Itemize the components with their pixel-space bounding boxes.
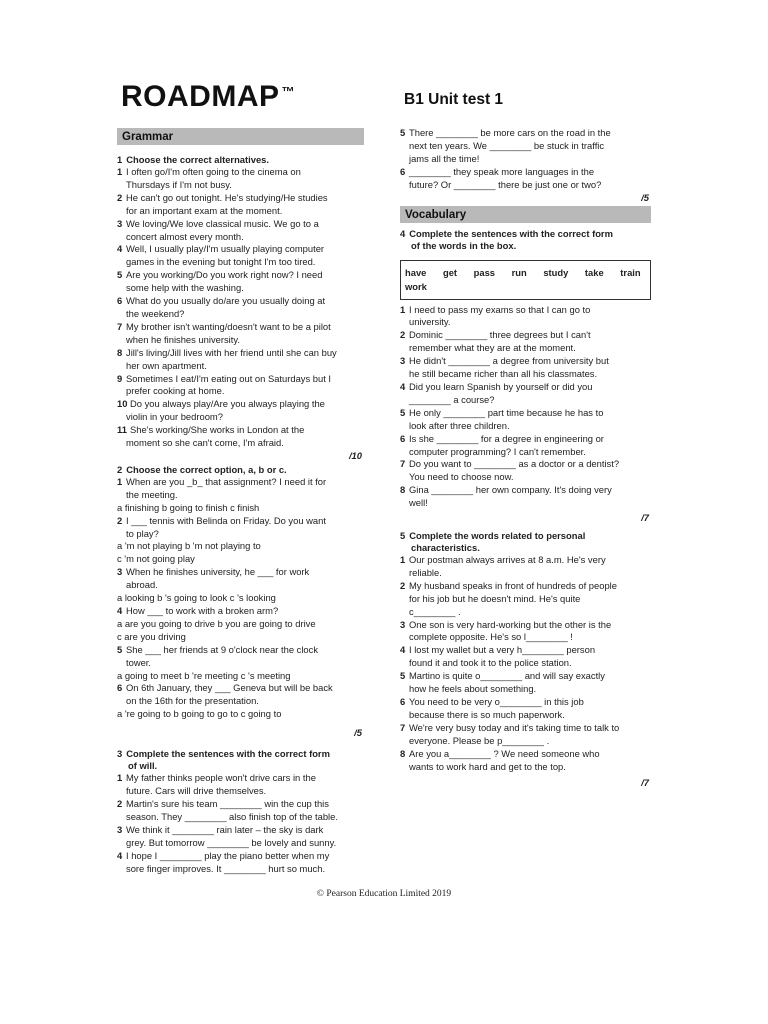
list-item: 3 One son is very hard-working but the other is the complete opposite. He's so l________ ! [400, 618, 612, 643]
list-item: 6 On 6th January, they ___ Geneva but will be back on the 16th for the presentation. [117, 682, 333, 707]
list-item: 3 He didn't ________ a degree from university but he still became richer than all his classmates. [400, 355, 609, 380]
copyright-footer: © Pearson Education Limited 2019 [316, 889, 452, 899]
list-item: 3 We think it ________ rain later – the sky is dark grey. But tomorrow ________ be lovely and sunny. [117, 823, 337, 848]
exercise-3-list [117, 772, 364, 875]
vocabulary-heading: Vocabulary [400, 206, 651, 223]
list-item: 4 Well, I usually play/I'm usually playing computer games in the evening but tonight I'm too tired. [117, 243, 325, 268]
list-item: 3 When he finishes university, he ___ for work abroad. [117, 566, 310, 591]
list-item: 10 Do you always play/Are you always playing the violin in your bedroom? [117, 398, 325, 423]
option-line: a going to meet b 're meeting c 's meeting [117, 669, 291, 681]
list-item: 4 Did you learn Spanish by yourself or did you ________ a course? [400, 380, 593, 405]
exercise-1-instruction: 1 Choose the correct alternatives. [117, 154, 269, 165]
left-column [117, 128, 364, 875]
exercise-2-list [117, 476, 364, 721]
list-item: 4 How ___ to work with a broken arm? [117, 605, 279, 616]
exercise-4-list [400, 304, 651, 511]
exercise-1-score: /10 [348, 449, 362, 461]
exercise-4-instruction: 4 Complete the sentences with the correct form of the words in the box. [400, 227, 613, 251]
option-line: a looking b 's going to look c 's looking [117, 592, 276, 604]
list-item: 4 I lost my wallet but a very h________ person found it and took it to the police station. [400, 644, 596, 669]
list-item: 1 I often go/I'm often going to the cinema on Thursdays if I'm not busy. [117, 166, 301, 190]
list-item: 2 Dominic ________ three degrees but I can't remember what they are at the moment. [400, 329, 591, 354]
list-item: 5 There ________ be more cars on the road in the next ten years. We ________ be stuck in traffic jams all the time! [400, 127, 611, 164]
list-item: 7 Do you want to ________ as a doctor or a dentist? You need to choose now. [400, 458, 620, 483]
exercise-2-score: /5 [354, 727, 362, 739]
list-item: 2 He can't go out tonight. He's studying/He studies for an important exam at the moment. [117, 191, 328, 216]
list-item: 5 She ___ her friends at 9 o'clock near the clock tower. [117, 643, 319, 668]
option-line: a are you going to drive b you are going to drive [117, 617, 316, 629]
list-item: 2 Martin's sure his team ________ win the cup this season. They ________ also finish top of the table. [117, 797, 338, 822]
option-line: c are you driving [117, 630, 186, 642]
right-column [400, 127, 651, 789]
list-item: 1 When are you _b_ that assignment? I need it for the meeting. [117, 475, 327, 500]
list-item: 5 Martino is quite o________ and will say exactly how he feels about something. [400, 670, 605, 695]
exercise-5-instruction: 5 Complete the words related to personal characteristics. [400, 530, 586, 554]
option-line: c 'm not going play [117, 553, 195, 565]
list-item: 3 We loving/We love classical music. We go to a concert almost every month. [117, 217, 319, 242]
list-item: 2 My husband speaks in front of hundreds of people for his job but he doesn't mind. He's quite c________ . [400, 579, 617, 617]
list-item: 8 Are you a________ ? We need someone who wants to work hard and get to the top. [400, 747, 600, 772]
list-item: 6 You need to be very o________ in this job because there is so much paperwork. [400, 696, 584, 720]
exercise-4-score: /7 [641, 512, 649, 524]
list-item: 1 I need to pass my exams so that I can go to university. [400, 303, 591, 328]
list-item: 4 I hope I ________ play the piano better when my sore finger improves. It ________ hurt so much. [117, 849, 330, 874]
word-box: have get pass run study take train work [400, 260, 651, 300]
list-item: 2 I ___ tennis with Belinda on Friday. Do you want to play? [117, 514, 326, 539]
exercise-3-instruction: 3 Complete the sentences with the correct form of will. [117, 748, 330, 772]
list-item: 1 My father thinks people won't drive cars in the future. Cars will drive themselves. [117, 772, 316, 797]
list-item: 7 We're very busy today and it's taking time to talk to everyone. Please be p________ . [400, 721, 620, 746]
list-item: 8 Gina ________ her own company. It's doing very well! [400, 484, 612, 509]
list-item: 7 My brother isn't wanting/doesn't want to be a pilot when he finishes university. [117, 320, 331, 345]
exercise-3-score: /5 [641, 191, 649, 203]
exercise-1-list [117, 166, 364, 450]
list-item: 1 Our postman always arrives at 8 a.m. He's very reliable. [400, 554, 606, 578]
roadmap-logo: ROADMAP ™ [121, 80, 295, 113]
option-line: a finishing b going to finish c finish [117, 501, 260, 513]
list-item: 8 Jill's living/Jill lives with her friend until she can buy her own apartment. [117, 346, 337, 371]
exercise-2-instruction: 2 Choose the correct option, a, b or c. [117, 463, 287, 475]
grammar-heading: Grammar [117, 128, 364, 145]
list-item: 5 Are you working/Do you work right now? I need some help with the washing. [117, 269, 323, 294]
list-item: 9 Sometimes I eat/I'm eating out on Saturdays but I prefer cooking at home. [117, 372, 332, 397]
list-item: 5 He only ________ part time because he has to look after three children. [400, 406, 604, 431]
unit-title: B1 Unit test 1 [404, 91, 504, 108]
exercise-5-score: /7 [641, 777, 649, 789]
list-item: 6 What do you usually do/are you usually doing at the weekend? [117, 295, 326, 319]
exercise-5-list [400, 554, 651, 773]
option-line: a 'm not playing b 'm not playing to [117, 540, 261, 552]
option-line: a 're going to b going to go to c going to [117, 708, 282, 720]
list-item: 6 ________ they speak more languages in the future? Or ________ there be just one or two? [400, 165, 602, 190]
list-item: 6 Is she ________ for a degree in engineering or computer programming? I can't remember. [400, 432, 604, 457]
exercise-3-continued-list [400, 127, 651, 192]
list-item: 11 She's working/She works in London at the moment so she can't come, I'm afraid. [117, 424, 305, 449]
